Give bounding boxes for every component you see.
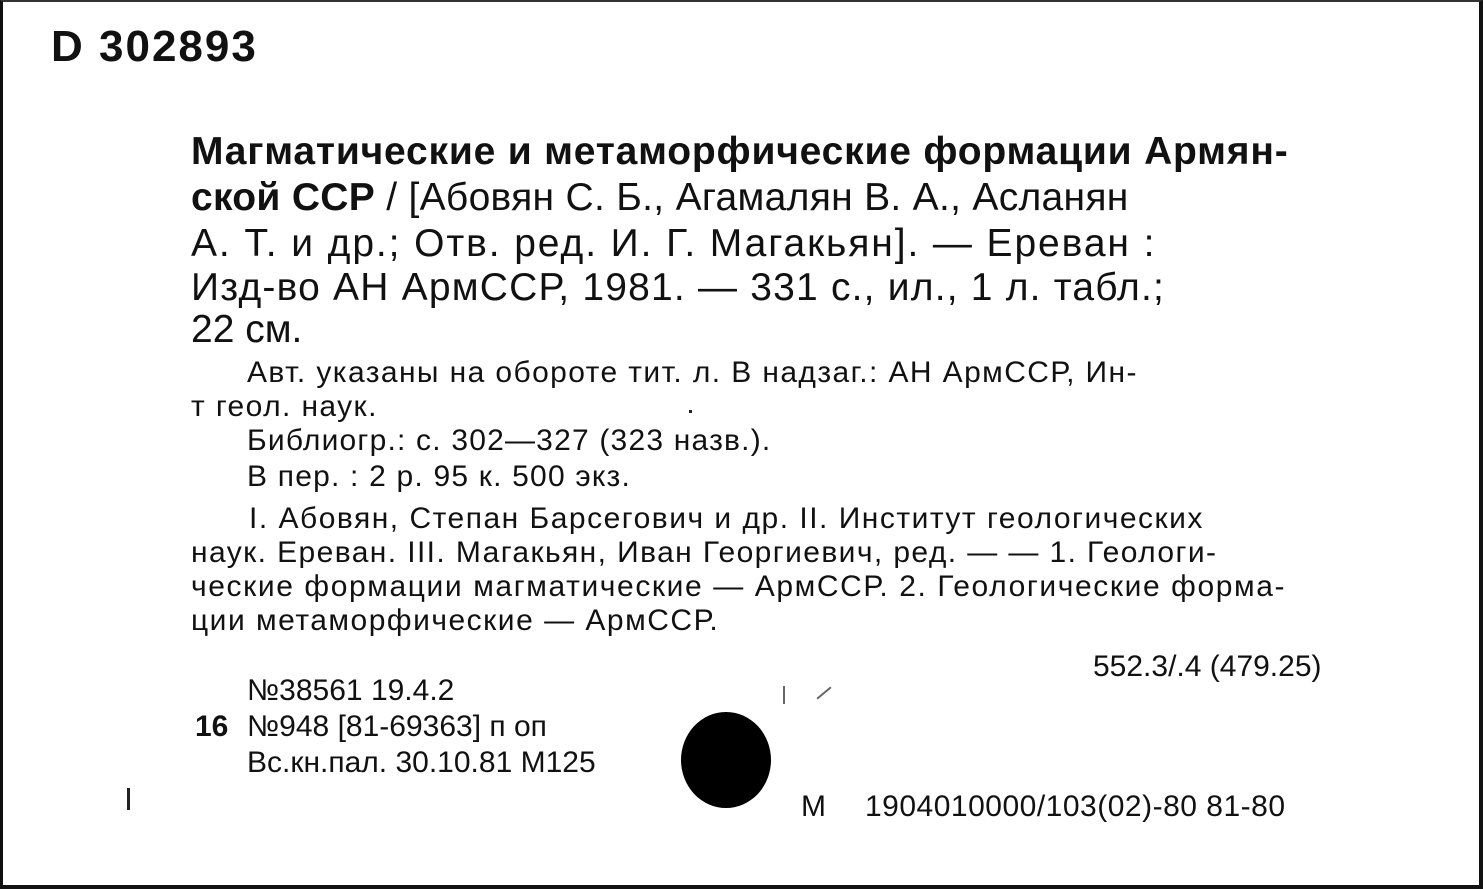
tech-prefix: 16 (195, 710, 229, 743)
note-authors: Авт. указаны на обороте тит. л. В надзаг.: АН АрмССР, Ин- (247, 356, 1138, 389)
ink-dot (681, 712, 771, 808)
scan-speck (127, 788, 130, 810)
tracing-line-1: I. Абовян, Степан Барсегович и др. II. Институт геологических (249, 502, 1204, 535)
title-rest: 22 см. (191, 308, 303, 351)
title-line-5 (191, 310, 302, 349)
tech-line-1: №38561 19.4.2 (247, 674, 455, 707)
udc-code: 552.3/.4 (479.25) (1093, 650, 1322, 683)
tech-line-2: №948 [81-69363] п оп (247, 710, 547, 743)
title-line-2 (191, 178, 1129, 217)
note-authors-cont: т геол. наук. (191, 390, 378, 423)
tracing-line-4: ции метаморфические — АрмССР. (191, 604, 720, 637)
tracing-line-3: ческие формации магматические — АрмССР. 2. Геологические форма- (191, 570, 1287, 603)
tracing-line-2: наук. Ереван. III. Магакьян, Иван Георгиевич, ред. — — 1. Геологи- (191, 536, 1218, 569)
note-price: В пер. : 2 р. 95 к. 500 экз. (247, 460, 632, 493)
title-bold: Магматические и метаморфические формации Армян- (191, 130, 1289, 173)
card-id: D 302893 (51, 22, 258, 71)
bottom-letter: М (801, 790, 826, 823)
title-rest: А. Т. и др.; Отв. ред. И. Г. Магакьян]. — Ереван : (191, 222, 1157, 265)
title-rest: / [Абовян С. Б., Агамалян В. А., Асланян (375, 176, 1129, 219)
scan-speck (783, 686, 785, 704)
title-bold: ской ССР (191, 176, 376, 219)
title-line-1 (191, 132, 1289, 171)
scan-speck (689, 410, 692, 413)
bottom-code: 1904010000/103(02)-80 81-80 (865, 790, 1286, 823)
title-rest: Изд-во АН АрмССР, 1981. — 331 с., ил., 1 л. табл.; (191, 266, 1166, 309)
tech-line-3: Вс.кн.пал. 30.10.81 М125 (247, 746, 596, 779)
scan-speck (816, 686, 831, 699)
note-bibliography: Библиогр.: с. 302—327 (323 назв.). (247, 424, 772, 457)
title-line-3 (191, 224, 1156, 263)
title-line-4 (191, 268, 1165, 307)
